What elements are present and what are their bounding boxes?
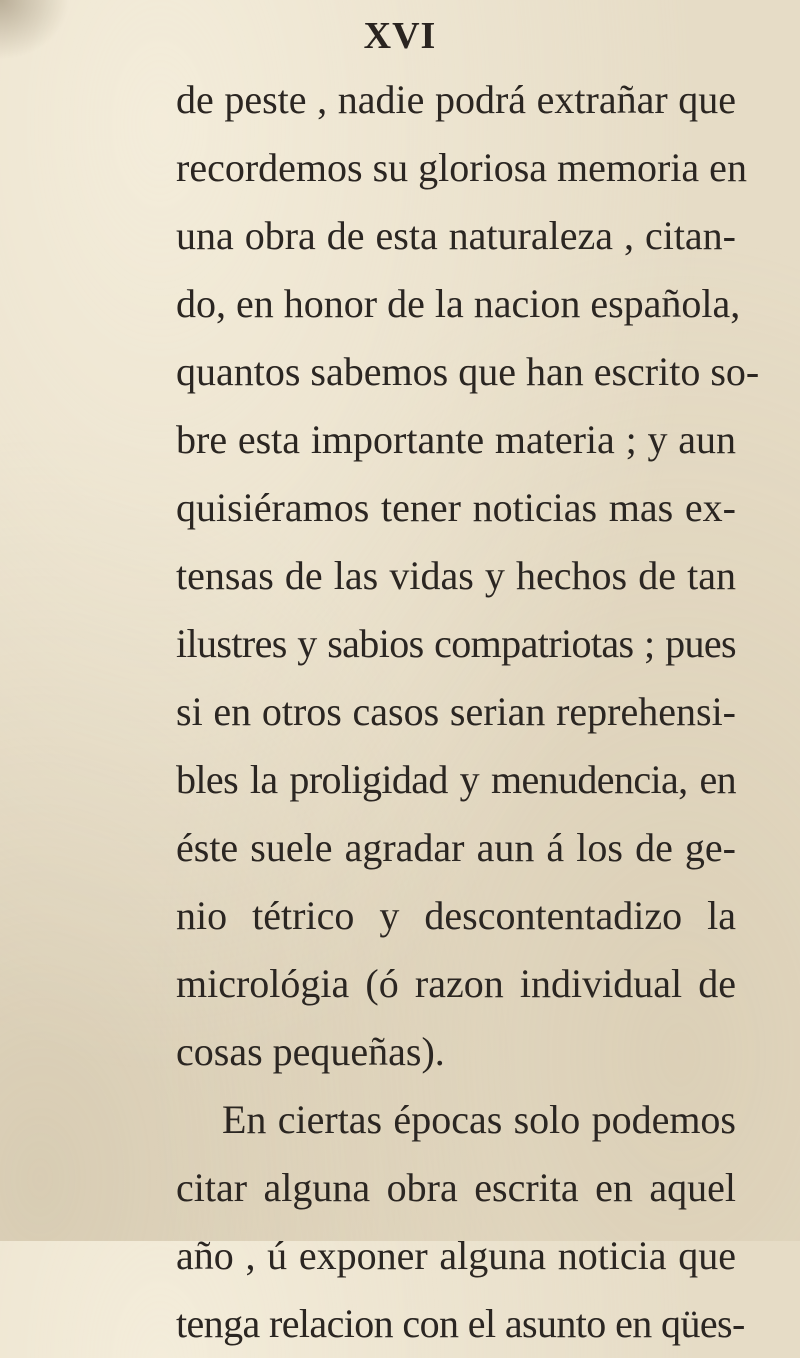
text-line: ilustres y sabios compatriotas ; pues (176, 621, 736, 666)
text-line: bles la proligidad y menudencia, en (176, 757, 736, 802)
page-number: XVI (363, 15, 437, 57)
text-line: bre esta importante materia ; y aun (176, 417, 736, 462)
text-line: citar alguna obra escrita en aquel (176, 1165, 736, 1210)
body-text (176, 66, 760, 1358)
text-line: quisiéramos tener noticias mas ex- (176, 485, 736, 530)
text-line: cosas pequeñas). (176, 1029, 445, 1074)
text-line: recordemos su gloriosa memoria en (176, 145, 747, 190)
text-line: tensas de las vidas y hechos de tan (176, 553, 736, 598)
text-line: una obra de esta naturaleza , citan- (176, 213, 736, 258)
text-line: quantos sabemos que han escrito so- (176, 349, 760, 394)
text-line: de peste , nadie podrá extrañar que (176, 77, 736, 122)
text-line: si en otros casos serian reprehensi- (176, 689, 736, 734)
text-line: nio tétrico y descontentadizo la (176, 893, 736, 938)
text-line: éste suele agradar aun á los de ge- (176, 825, 736, 870)
text-line: do, en honor de la nacion española, (176, 281, 741, 326)
text-line: micrológia (ó razon individual de (176, 961, 736, 1006)
text-line: En ciertas épocas solo podemos (222, 1097, 736, 1142)
text-line: año , ú exponer alguna noticia que (176, 1233, 736, 1278)
text-line: tenga relacion con el asunto en qües- (176, 1301, 745, 1346)
